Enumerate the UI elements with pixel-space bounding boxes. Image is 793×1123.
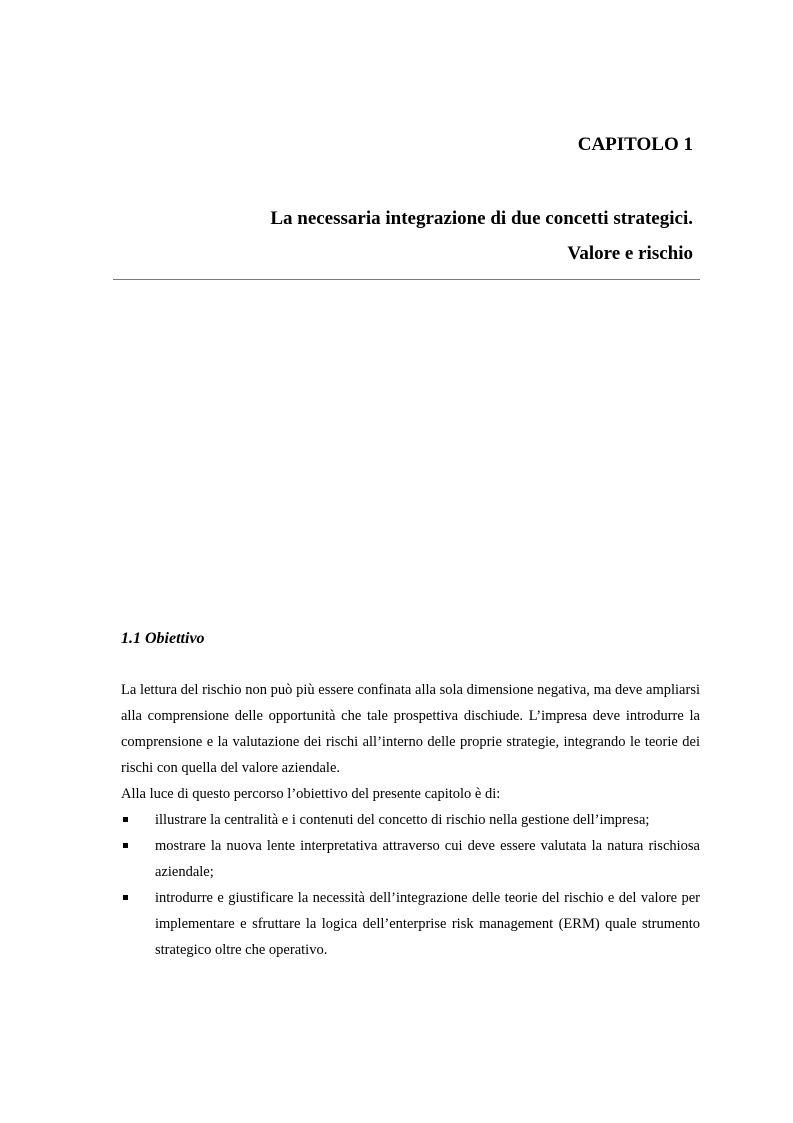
list-intro: Alla luce di questo percorso l’obiettivo del presente capitolo è di: xyxy=(121,786,501,802)
list-item xyxy=(121,833,700,885)
objectives-list xyxy=(121,807,700,963)
list-item-text: introdurre e giustificare la necessità dell’integrazione delle teorie del rischio e del valore per implementare e sfruttare la logica dell’enterprise risk management (ERM) quale strumento strategico oltre che operativo. xyxy=(155,890,700,958)
square-bullet-icon xyxy=(123,817,128,822)
chapter-title-line-1: La necessaria integrazione di due concetti strategici. xyxy=(270,208,693,229)
body-paragraph: La lettura del rischio non può più essere confinata alla sola dimensione negativa, ma deve ampliarsi alla comprensione delle opportunità che tale prospettiva dischiude. L’impresa deve introdurre la comprensione e la valutazione dei rischi all’interno delle proprie strategie, integrando le teorie dei rischi con quella del valore aziendale. xyxy=(121,682,700,776)
chapter-title-line-2: Valore e rischio xyxy=(567,243,693,264)
list-item xyxy=(121,807,700,833)
horizontal-divider xyxy=(113,279,700,280)
list-item xyxy=(121,885,700,963)
list-item-text: mostrare la nuova lente interpretativa attraverso cui deve essere valutata la natura rischiosa aziendale; xyxy=(155,838,700,880)
chapter-label: CAPITOLO 1 xyxy=(577,134,693,155)
square-bullet-icon xyxy=(123,843,128,848)
list-item-text: illustrare la centralità e i contenuti del concetto di rischio nella gestione dell’impresa; xyxy=(155,812,650,828)
square-bullet-icon xyxy=(123,895,128,900)
section-heading: 1.1 Obiettivo xyxy=(121,630,205,647)
section-body xyxy=(121,677,700,963)
